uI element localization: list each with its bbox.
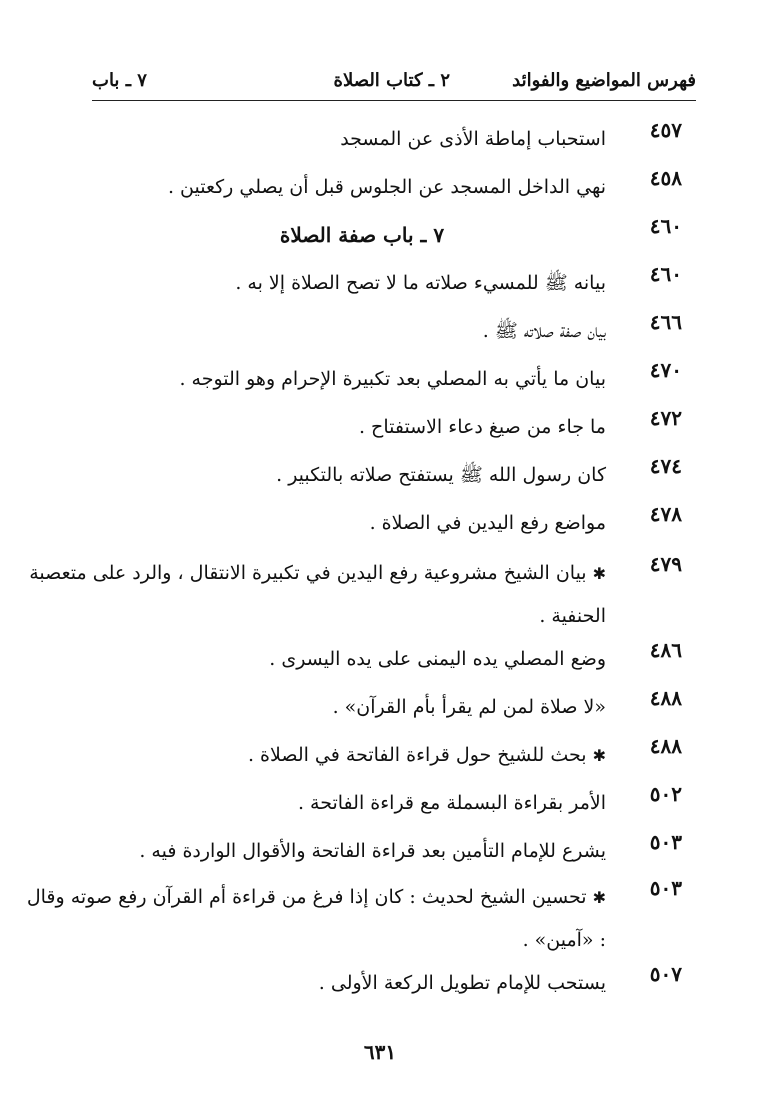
entry-text: بحث للشيخ حول قراءة الفاتحة في الصلاة .	[247, 744, 587, 766]
entry-page-number: ٤٨٨	[649, 686, 682, 710]
entry-text: استحباب إماطة الأذى عن المسجد	[340, 128, 606, 150]
entry-page-number: ٤٦٠	[649, 262, 682, 286]
entry-text: وضع المصلي يده اليمنى على يده اليسرى .	[269, 648, 606, 670]
entry-text: بيان الشيخ مشروعية رفع اليدين في تكبيرة الانتقال ، والرد على متعصبة الحنفية .	[29, 562, 606, 627]
entry-page-number: ٤٨٨	[649, 734, 682, 758]
star-marker-icon: ✱	[592, 564, 606, 583]
entry-page-number: ٤٧٤	[649, 454, 682, 478]
entry-text-starred	[16, 552, 606, 637]
entry-text: تحسين الشيخ لحديث : كان إذا فرغ من قراءة أم القرآن رفع صوته وقال : «آمين» .	[26, 886, 606, 951]
entry-text: ما جاء من صيغ دعاء الاستفتاح .	[358, 416, 606, 438]
entry-page-number: ٤٧٠	[649, 358, 682, 382]
entry-page-number: ٤٧٨	[649, 502, 682, 526]
entry-text: بيان ما يأتي به المصلي بعد تكبيرة الإحرام وهو التوجه .	[179, 368, 606, 390]
entry-page-number: ٤٦٦	[649, 310, 682, 334]
entry-page-number: ٤٨٦	[649, 638, 682, 662]
entry-text: الأمر بقراءة البسملة مع قراءة الفاتحة .	[297, 792, 606, 814]
entry-text: كان رسول الله ﷺ يستفتح صلاته بالتكبير .	[276, 464, 606, 486]
entry-page-number: ٥٠٣	[649, 830, 682, 854]
header-index-title: فهرس المواضيع والفوائد	[512, 70, 696, 91]
star-marker-icon: ✱	[592, 746, 606, 765]
page-number: ٦٣١	[363, 1040, 397, 1064]
entry-text-starred	[16, 876, 606, 961]
entry-page-number: ٥٠٧	[649, 962, 682, 986]
entry-page-number: ٥٠٣	[649, 876, 682, 900]
entry-page-number: ٤٧٩	[649, 552, 682, 576]
entry-text: مواضع رفع اليدين في الصلاة .	[369, 512, 606, 534]
entry-text: يستحب للإمام تطويل الركعة الأولى .	[318, 972, 606, 994]
section-heading: ٧ ـ باب صفة الصلاة	[279, 223, 445, 247]
entry-text: يشرع للإمام التأمين بعد قراءة الفاتحة والأقوال الواردة فيه .	[139, 840, 606, 862]
entry-page-number: ٤٧٢	[649, 406, 682, 430]
entry-page-number: ٤٦٠	[649, 214, 682, 238]
entry-page-number: ٥٠٢	[649, 782, 682, 806]
entry-page-number: ٤٥٧	[649, 118, 682, 142]
star-marker-icon: ✱	[592, 888, 606, 907]
header-book-title: ٢ ـ كتاب الصلاة	[333, 70, 450, 91]
entry-page-number: ٤٥٨	[649, 166, 682, 190]
entry-text: «لا صلاة لمن لم يقرأ بأم القرآن» .	[332, 696, 606, 718]
entry-text: بيان صفة صلاته ﷺ .	[482, 320, 606, 342]
entry-text: بيانه ﷺ للمسيء صلاته ما لا تصح الصلاة إلا به .	[235, 272, 606, 294]
entry-text-starred	[16, 734, 606, 777]
header-chapter: ٧ ـ باب	[92, 70, 147, 91]
entry-text: نهي الداخل المسجد عن الجلوس قبل أن يصلي ركعتين .	[167, 176, 606, 198]
